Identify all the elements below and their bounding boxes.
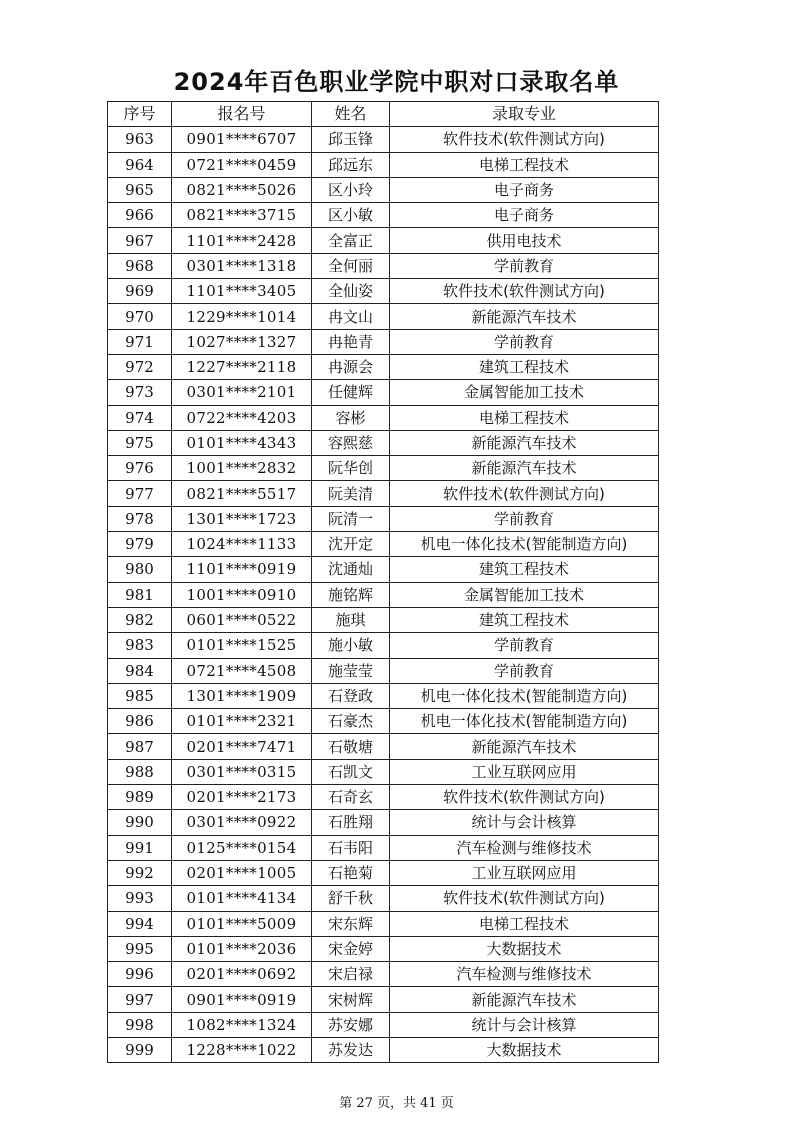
table-row [108, 152, 659, 177]
seq-cell: 986 [108, 709, 172, 734]
reg-no-cell: 0901****6707 [172, 127, 312, 152]
table-row [108, 709, 659, 734]
major-cell: 建筑工程技术 [390, 607, 659, 632]
reg-no-cell: 0101****1525 [172, 633, 312, 658]
reg-no-cell: 1001****2832 [172, 456, 312, 481]
seq-cell: 989 [108, 785, 172, 810]
major-cell: 新能源汽车技术 [390, 304, 659, 329]
table-row [108, 177, 659, 202]
table-row [108, 658, 659, 683]
major-cell: 软件技术(软件测试方向) [390, 886, 659, 911]
major-cell: 软件技术(软件测试方向) [390, 127, 659, 152]
name-cell: 区小玲 [312, 177, 390, 202]
seq-cell: 987 [108, 734, 172, 759]
reg-no-cell: 0201****2173 [172, 785, 312, 810]
seq-cell: 998 [108, 1012, 172, 1037]
reg-no-cell: 1101****3405 [172, 279, 312, 304]
major-cell: 大数据技术 [390, 936, 659, 961]
table-row [108, 1037, 659, 1062]
reg-no-cell: 0125****0154 [172, 835, 312, 860]
name-cell: 邱玉锋 [312, 127, 390, 152]
reg-no-cell: 1228****1022 [172, 1037, 312, 1062]
reg-no-cell: 1027****1327 [172, 329, 312, 354]
table-row [108, 810, 659, 835]
name-cell: 冉艳青 [312, 329, 390, 354]
seq-cell: 974 [108, 405, 172, 430]
table-row [108, 936, 659, 961]
name-cell: 石奇玄 [312, 785, 390, 810]
seq-cell: 983 [108, 633, 172, 658]
reg-no-cell: 0722****4203 [172, 405, 312, 430]
name-cell: 苏发达 [312, 1037, 390, 1062]
name-cell: 宋金婷 [312, 936, 390, 961]
name-cell: 石艳菊 [312, 860, 390, 885]
reg-no-cell: 0301****0315 [172, 759, 312, 784]
name-cell: 全富正 [312, 228, 390, 253]
major-cell: 建筑工程技术 [390, 557, 659, 582]
seq-cell: 967 [108, 228, 172, 253]
table-row [108, 886, 659, 911]
name-cell: 全仙姿 [312, 279, 390, 304]
table-row [108, 532, 659, 557]
table-row [108, 329, 659, 354]
seq-cell: 980 [108, 557, 172, 582]
table-row [108, 405, 659, 430]
reg-no-cell: 1082****1324 [172, 1012, 312, 1037]
major-cell: 新能源汽车技术 [390, 430, 659, 455]
major-cell: 软件技术(软件测试方向) [390, 279, 659, 304]
name-cell: 阮华创 [312, 456, 390, 481]
name-cell: 全何丽 [312, 253, 390, 278]
major-cell: 学前教育 [390, 253, 659, 278]
name-cell: 容熙慈 [312, 430, 390, 455]
reg-no-cell: 1001****0910 [172, 582, 312, 607]
reg-no-cell: 0821****3715 [172, 203, 312, 228]
seq-cell: 964 [108, 152, 172, 177]
seq-cell: 994 [108, 911, 172, 936]
table-row [108, 304, 659, 329]
table-row [108, 354, 659, 379]
major-cell: 学前教育 [390, 329, 659, 354]
column-header-seq: 序号 [108, 102, 172, 127]
major-cell: 学前教育 [390, 658, 659, 683]
name-cell: 石登政 [312, 683, 390, 708]
name-cell: 邱远东 [312, 152, 390, 177]
reg-no-cell: 0301****2101 [172, 380, 312, 405]
major-cell: 汽车检测与维修技术 [390, 835, 659, 860]
table-row [108, 734, 659, 759]
major-cell: 供用电技术 [390, 228, 659, 253]
column-header-reg-no: 报名号 [172, 102, 312, 127]
table-row [108, 633, 659, 658]
seq-cell: 977 [108, 481, 172, 506]
reg-no-cell: 0301****0922 [172, 810, 312, 835]
name-cell: 冉文山 [312, 304, 390, 329]
table-row [108, 228, 659, 253]
reg-no-cell: 0601****0522 [172, 607, 312, 632]
table-row [108, 1012, 659, 1037]
reg-no-cell: 1301****1909 [172, 683, 312, 708]
admission-table [107, 101, 659, 1063]
major-cell: 软件技术(软件测试方向) [390, 481, 659, 506]
major-cell: 机电一体化技术(智能制造方向) [390, 532, 659, 557]
seq-cell: 985 [108, 683, 172, 708]
seq-cell: 993 [108, 886, 172, 911]
name-cell: 石豪杰 [312, 709, 390, 734]
seq-cell: 975 [108, 430, 172, 455]
table-row [108, 582, 659, 607]
table-row [108, 962, 659, 987]
seq-cell: 996 [108, 962, 172, 987]
table-row [108, 683, 659, 708]
name-cell: 石胜翔 [312, 810, 390, 835]
name-cell: 宋启禄 [312, 962, 390, 987]
reg-no-cell: 0101****5009 [172, 911, 312, 936]
major-cell: 新能源汽车技术 [390, 734, 659, 759]
major-cell: 汽车检测与维修技术 [390, 962, 659, 987]
seq-cell: 966 [108, 203, 172, 228]
major-cell: 电梯工程技术 [390, 911, 659, 936]
major-cell: 大数据技术 [390, 1037, 659, 1062]
seq-cell: 969 [108, 279, 172, 304]
reg-no-cell: 0101****4343 [172, 430, 312, 455]
name-cell: 施莹莹 [312, 658, 390, 683]
reg-no-cell: 0201****1005 [172, 860, 312, 885]
major-cell: 工业互联网应用 [390, 860, 659, 885]
seq-cell: 988 [108, 759, 172, 784]
reg-no-cell: 0821****5517 [172, 481, 312, 506]
reg-no-cell: 1101****0919 [172, 557, 312, 582]
table-row [108, 607, 659, 632]
major-cell: 电子商务 [390, 177, 659, 202]
seq-cell: 976 [108, 456, 172, 481]
name-cell: 阮清一 [312, 506, 390, 531]
name-cell: 舒千秋 [312, 886, 390, 911]
name-cell: 区小敏 [312, 203, 390, 228]
major-cell: 新能源汽车技术 [390, 987, 659, 1012]
reg-no-cell: 0721****0459 [172, 152, 312, 177]
table-row [108, 759, 659, 784]
seq-cell: 978 [108, 506, 172, 531]
reg-no-cell: 1024****1133 [172, 532, 312, 557]
major-cell: 学前教育 [390, 633, 659, 658]
major-cell: 软件技术(软件测试方向) [390, 785, 659, 810]
table-row [108, 911, 659, 936]
reg-no-cell: 0101****2321 [172, 709, 312, 734]
name-cell: 石敬塘 [312, 734, 390, 759]
table-row [108, 557, 659, 582]
reg-no-cell: 0301****1318 [172, 253, 312, 278]
seq-cell: 992 [108, 860, 172, 885]
table-row [108, 127, 659, 152]
seq-cell: 968 [108, 253, 172, 278]
table-row [108, 203, 659, 228]
page-number: 第 27 页，共 41 页 [339, 1096, 454, 1111]
reg-no-cell: 1301****1723 [172, 506, 312, 531]
reg-no-cell: 0721****4508 [172, 658, 312, 683]
name-cell: 任健辉 [312, 380, 390, 405]
table-row [108, 430, 659, 455]
name-cell: 沈通灿 [312, 557, 390, 582]
reg-no-cell: 1227****2118 [172, 354, 312, 379]
seq-cell: 963 [108, 127, 172, 152]
name-cell: 石韦阳 [312, 835, 390, 860]
seq-cell: 970 [108, 304, 172, 329]
seq-cell: 999 [108, 1037, 172, 1062]
name-cell: 宋树辉 [312, 987, 390, 1012]
seq-cell: 990 [108, 810, 172, 835]
table-row [108, 456, 659, 481]
major-cell: 学前教育 [390, 506, 659, 531]
table-row [108, 987, 659, 1012]
name-cell: 施琪 [312, 607, 390, 632]
name-cell: 施铭辉 [312, 582, 390, 607]
reg-no-cell: 0101****4134 [172, 886, 312, 911]
column-header-major: 录取专业 [390, 102, 659, 127]
table-row [108, 506, 659, 531]
name-cell: 宋东辉 [312, 911, 390, 936]
name-cell: 冉源会 [312, 354, 390, 379]
reg-no-cell: 0101****2036 [172, 936, 312, 961]
reg-no-cell: 0201****0692 [172, 962, 312, 987]
table-row [108, 253, 659, 278]
page-title: 2024年百色职业学院中职对口录取名单 [173, 68, 620, 96]
seq-cell: 979 [108, 532, 172, 557]
table-row [108, 380, 659, 405]
major-cell: 电梯工程技术 [390, 152, 659, 177]
major-cell: 电子商务 [390, 203, 659, 228]
seq-cell: 991 [108, 835, 172, 860]
seq-cell: 982 [108, 607, 172, 632]
major-cell: 机电一体化技术(智能制造方向) [390, 683, 659, 708]
table-row [108, 860, 659, 885]
table-row [108, 785, 659, 810]
major-cell: 统计与会计核算 [390, 1012, 659, 1037]
major-cell: 统计与会计核算 [390, 810, 659, 835]
major-cell: 机电一体化技术(智能制造方向) [390, 709, 659, 734]
column-header-name: 姓名 [312, 102, 390, 127]
reg-no-cell: 1101****2428 [172, 228, 312, 253]
reg-no-cell: 0821****5026 [172, 177, 312, 202]
seq-cell: 973 [108, 380, 172, 405]
table-row [108, 835, 659, 860]
name-cell: 容彬 [312, 405, 390, 430]
name-cell: 施小敏 [312, 633, 390, 658]
seq-cell: 971 [108, 329, 172, 354]
major-cell: 电梯工程技术 [390, 405, 659, 430]
name-cell: 阮美清 [312, 481, 390, 506]
seq-cell: 965 [108, 177, 172, 202]
reg-no-cell: 1229****1014 [172, 304, 312, 329]
name-cell: 苏安娜 [312, 1012, 390, 1037]
seq-cell: 995 [108, 936, 172, 961]
name-cell: 沈开定 [312, 532, 390, 557]
table-header-row [108, 102, 659, 127]
seq-cell: 984 [108, 658, 172, 683]
reg-no-cell: 0201****7471 [172, 734, 312, 759]
table-row [108, 279, 659, 304]
major-cell: 金属智能加工技术 [390, 380, 659, 405]
major-cell: 建筑工程技术 [390, 354, 659, 379]
table-body [108, 127, 659, 1063]
reg-no-cell: 0901****0919 [172, 987, 312, 1012]
major-cell: 工业互联网应用 [390, 759, 659, 784]
seq-cell: 997 [108, 987, 172, 1012]
name-cell: 石凯文 [312, 759, 390, 784]
seq-cell: 981 [108, 582, 172, 607]
seq-cell: 972 [108, 354, 172, 379]
table-row [108, 481, 659, 506]
major-cell: 新能源汽车技术 [390, 456, 659, 481]
major-cell: 金属智能加工技术 [390, 582, 659, 607]
